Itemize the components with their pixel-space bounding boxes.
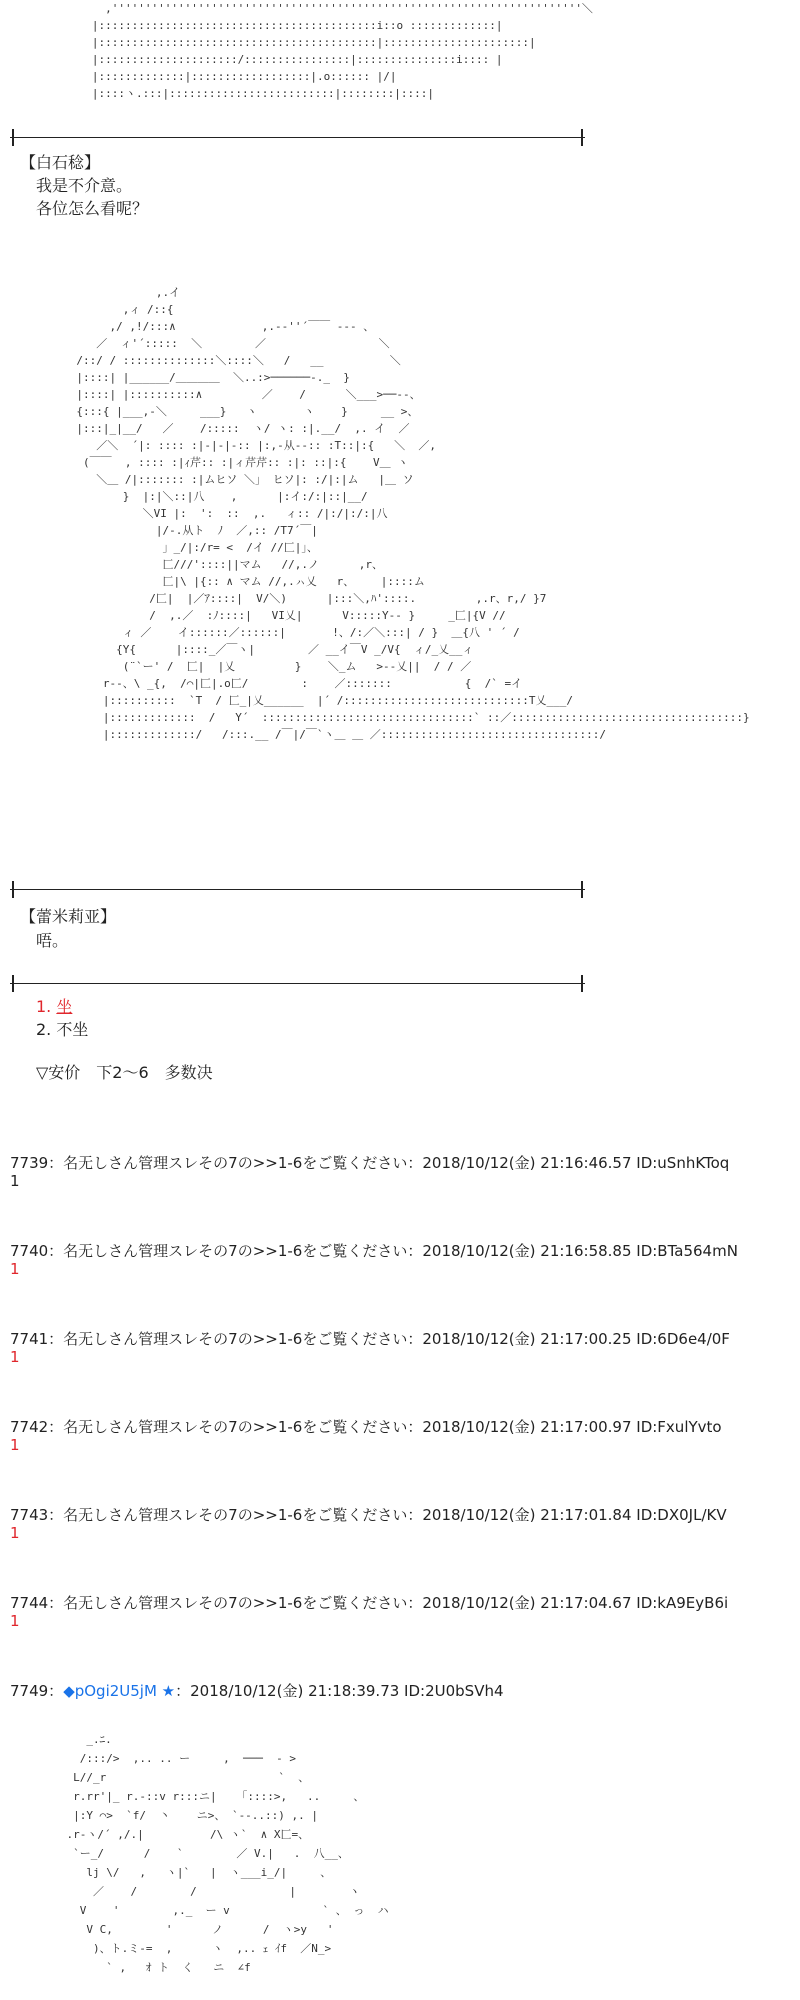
divider-2 [10, 889, 585, 890]
post-header-author [10, 1680, 504, 1701]
post-header: 7739：名无しさん管理スレその7の>>1-6をご覧ください：2018/10/12(金) 21:16:46.57 ID:uSnhKToq [10, 1154, 730, 1172]
speaker-name: 【白石稔】 [20, 153, 101, 172]
choice-option-1 [36, 994, 72, 1017]
dialogue-line: 我是不介意。 [36, 176, 133, 195]
divider-1 [10, 137, 585, 138]
vote-rule: ▽安价 下2～6 多数决 [36, 1063, 213, 1082]
post-number: 7749： [10, 1682, 64, 1700]
post-body: 1 [10, 1348, 20, 1366]
post-header: 7743：名无しさん管理スレその7の>>1-6をご覧ください：2018/10/12(金) 21:17:01.84 ID:DX0JL/KV [10, 1506, 727, 1524]
ascii-art-bottom: _.ﾆ. /:::/> ,.. .. ー , ─── ‐ > L//_r ` 、 r.rr'|_ r.-::v r:::ニ| 「::::>, .. 、 |:Y ⌒> `f/ 丶 ニ>、 `-‐..::) ,. | .r-ヽ/´ ,/.| /\ ヽ` ∧ X匚=、 `ー_/ / ` ／ V.| . 八__、 lj \/ , ヽ|` | ヽ___i_/| 、 ／ / / | ヽ V ' ,._ ー v ` 、 っ ハ V C, ' ノ / ヽ>y ' )、ト.ミ‐= , ヽ ,.. ｪ ｲf ／N_> ` , ｵ ト く ニ ∠f [66, 1733, 389, 1974]
choice-number: 1. [36, 997, 52, 1016]
post-meta: ：2018/10/12(金) 21:18:39.73 ID:2U0bSVh4 [175, 1682, 504, 1700]
choice-text: 不坐 [56, 1020, 89, 1039]
ascii-art-character-pair: ,.イ ,ィ /::{ ,/ ,!/:::∧ ,.-‐''´￣￣ ‐-- 、 ／ ィ'´::::: ＼ ／ ＼ /::/ / ::::::::::::::＼::::＼ / __ ＼ |::::| |______/＿＿＿＿ ＼..:>──────-._ } |::::| |::::::::::∧ ／ / ＼___>──‐-、 {:::{ |___,-＼ ___} ヽ ヽ } __ >、 |:::|_|__/ ／ /::::: ヽ/ ヽ: :|.__/ ,. イ ／ ／＼ ´|: :::: :|-|-|-:: |:,-从--:: :T::|:{ ＼ ／, (￣￣ , :::: :|ｨ芹:: :|ィ芹芹:: :|: ::|:{ V＿ ヽ ＼＿ /|::::::: :|ムヒソ ＼」 ヒソ|: :/|:|ム |＿ ソ } |:|＼::|八 , |:イ:/:|::|__/ ＼VI |: ': :: ,. ィ:: /|:/|:/:|八 |/-.从ト ﾉ ／,:: /T7´￣| 」_/|:/r= < /イ //匚|」、 匚///'::::||マム //,.ノ ,r、 匚|\ |{:: ∧ マム //,.ㇵ乂 r、 |::::ム /匚| |／ｱ::::| V/＼) |:::＼,ﾊ'::::. ,.r、r,/ }7 / ,.／ :ﾉ::::| VI乂| V:::::Y-- } _匚|{V // ィ ／ イ::::::／::::::| !、/:／＼:::| / } ＿{八 ' ´ / {Y{ |::::_／￣ヽ| ／ __イ￣V _/V{ ィ/_乂__ィ (¨`ー' / 匚| |乂 } ＼_ム >--乂|| / / ／ r--、\ _{, /⌒|匚|.o匚/ : ／::::::: { /` =イ |:::::::::: `T / 匚_|乂______ |´ /::::::::::::::::::::::::::::T乂___/ |::::::::::::: / Y´ ::::::::::::::::::::::::::::::::` ::／:::::::::::::::::::::::::::::::::::} |:::::::::::::/ /:::.__ /￣|/￣`ヽ＿ ＿ ／:::::::::::::::::::::::::::::::::/ [76, 286, 750, 741]
choice-option-2 [36, 1017, 88, 1040]
post-header: 7744：名无しさん管理スレその7の>>1-6をご覧ください：2018/10/12(金) 21:17:04.67 ID:kA9EyB6i [10, 1594, 729, 1612]
post-header: 7742：名无しさん管理スレその7の>>1-6をご覧ください：2018/10/12(金) 21:17:00.97 ID:FxulYvto [10, 1418, 722, 1436]
author-tripcode: ◆pOgi2U5jM ★ [63, 1682, 176, 1700]
divider-3 [10, 983, 585, 984]
post-header: 7741：名无しさん管理スレその7の>>1-6をご覧ください：2018/10/12(金) 21:17:00.25 ID:6D6e4/0F [10, 1330, 730, 1348]
dialogue-line: 唔。 [36, 931, 69, 950]
ascii-art-top: ,'''''''''''''''''''''''''''''''''''''''''''''''''''''''''''''''''''''''＼ |::::::::::::::::::::::::::::::::::::::::::i::o :::::::::::::| |::::::::::::::::::::::::::::::::::::::::::|::::::::::::::::::::::| |:::::::::::::::::::::/::::::::::::::::|:::::::::::::::i:::: | |:::::::::::::|::::::::::::::::::|.o:::::: |/| |::::ヽ.:::|:::::::::::::::::::::::::|::::::::|::::| [91, 2, 593, 100]
speaker-name: 【蕾米莉亚】 [20, 907, 117, 926]
post-header: 7740：名无しさん管理スレその7の>>1-6をご覧ください：2018/10/12(金) 21:16:58.85 ID:BTa564mN [10, 1242, 738, 1260]
choice-number: 2. [36, 1020, 52, 1039]
post-body: 1 [10, 1260, 20, 1278]
post-body: 1 [10, 1436, 20, 1454]
choice-text: 坐 [56, 997, 73, 1016]
dialogue-line: 各位怎么看呢？ [36, 199, 149, 218]
post-body: 1 [10, 1612, 20, 1630]
post-body: 1 [10, 1524, 20, 1542]
post-body: 1 [10, 1172, 20, 1190]
